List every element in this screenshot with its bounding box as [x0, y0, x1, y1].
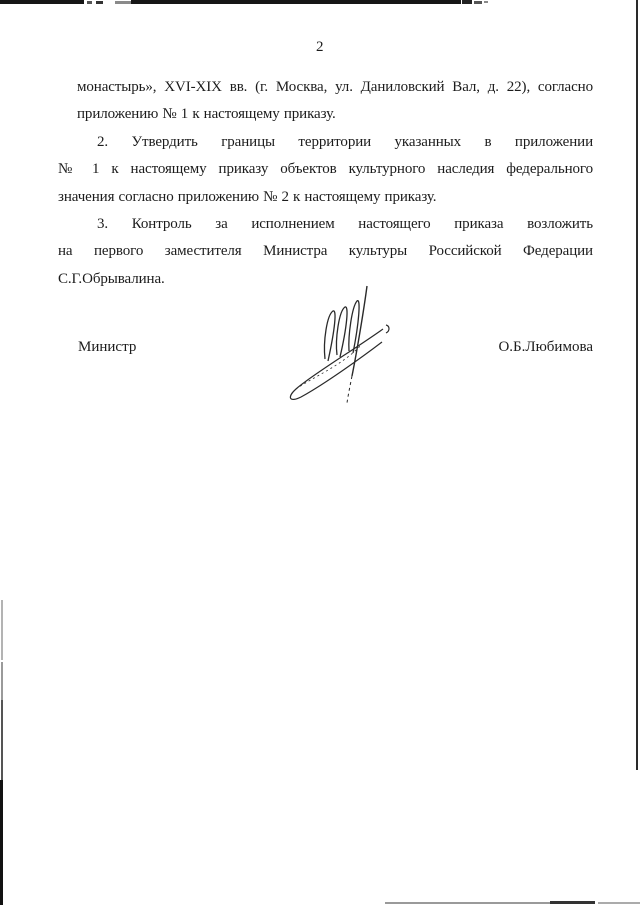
paragraph-line: приложению № 1 к настоящему приказу. — [77, 106, 336, 123]
scan-edge-bottom — [550, 901, 595, 904]
paragraph-continuation — [77, 74, 593, 129]
scan-edge-bottom — [385, 902, 550, 904]
scan-edge-top-dash — [115, 1, 131, 4]
page-number: 2 — [316, 39, 324, 55]
paragraphs-clauses — [58, 129, 593, 293]
paragraph-line: 2. Утвердить границы территории указанных в приложении — [97, 133, 593, 150]
signature-scribble — [283, 281, 398, 406]
paragraph-line: на первого заместителя Министра культуры Российской Федерации — [58, 243, 593, 260]
scan-edge-top — [0, 0, 84, 4]
paragraph-line: № 1 к настоящему приказу объектов культурного наследия федерального — [58, 161, 593, 178]
scan-edge-bottom — [598, 902, 640, 904]
scan-edge-left — [1, 662, 3, 700]
scan-edge-left — [0, 780, 3, 905]
scan-edge-top — [131, 0, 461, 4]
scan-edge-right — [636, 0, 638, 770]
scan-edge-top-dash — [484, 1, 488, 3]
scan-edge-top-dash — [462, 0, 472, 4]
paragraph-line: 3. Контроль за исполнением настоящего приказа возложить — [97, 215, 593, 232]
scan-edge-top-dash — [96, 1, 103, 4]
paragraph-line: значения согласно приложению № 2 к настоящему приказу. — [58, 188, 437, 205]
scan-edge-left — [1, 600, 3, 660]
scan-edge-top-dash — [474, 1, 482, 4]
scan-edge-top-dash — [87, 1, 92, 4]
scan-edge-left — [1, 700, 3, 780]
minister-name: О.Б.Любимова — [498, 339, 593, 355]
paragraph-line: С.Г.Обрывалина. — [58, 270, 165, 287]
paragraph-line: монастырь», XVI-XIX вв. (г. Москва, ул. Даниловский Вал, д. 22), согласно — [77, 79, 593, 95]
minister-title: Министр — [78, 339, 137, 355]
